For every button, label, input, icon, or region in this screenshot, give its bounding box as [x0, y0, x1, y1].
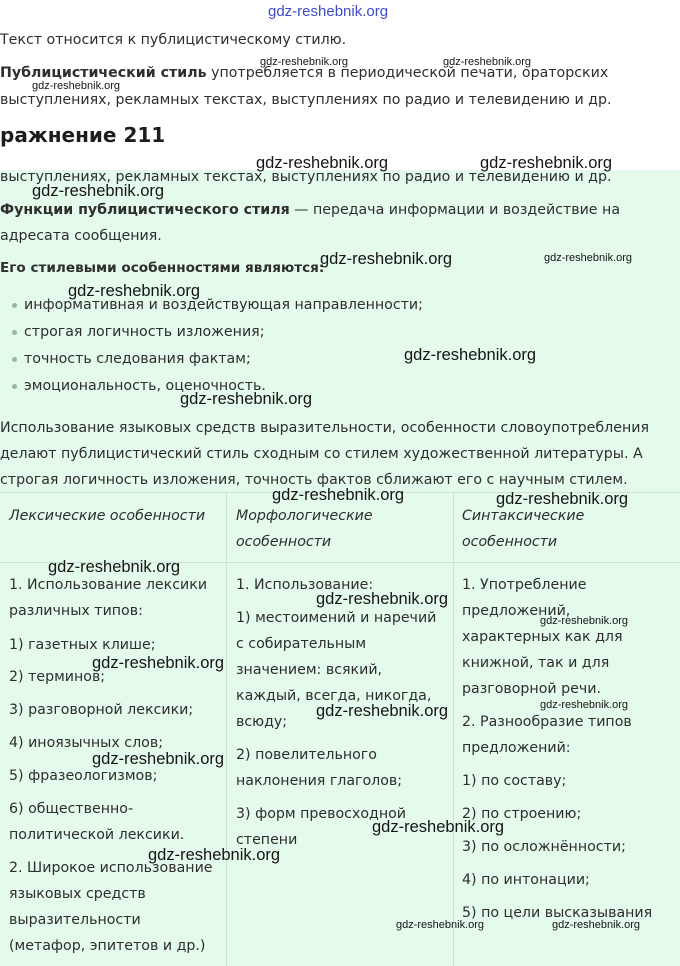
bullet-dot [12, 384, 17, 389]
exercise-title: ражнение 211 [0, 123, 166, 147]
table-cell-line: с собирательным [236, 636, 367, 652]
watermark: gdz-reshebnik.org [544, 252, 633, 264]
table-column-divider [226, 492, 227, 966]
table-cell-line: предложений, [462, 603, 571, 619]
table-cell-line: наклонения глаголов; [236, 773, 403, 789]
watermark: gdz-reshebnik.org [396, 919, 485, 931]
table-cell-line: предложений: [462, 740, 571, 756]
table-cell-line: книжной, так и для [462, 655, 610, 671]
bullet-item: строгая логичность изложения; [24, 324, 265, 340]
watermark: gdz-reshebnik.org [272, 486, 405, 504]
table-cell-line: 1) по составу; [462, 773, 567, 789]
watermark: gdz-reshebnik.org [540, 615, 629, 627]
table-cell-line: каждый, всегда, никогда, [236, 688, 432, 704]
watermark: gdz-reshebnik.org [68, 282, 201, 300]
paragraph-line: делают публицистический стиль сходным со стилем художественной литературы. А [0, 446, 643, 462]
watermark: gdz-reshebnik.org [32, 182, 165, 200]
table-header-morphological: Морфологические [236, 508, 373, 524]
bullet-dot [12, 330, 17, 335]
watermark: gdz-reshebnik.org [443, 56, 532, 68]
watermark: gdz-reshebnik.org [404, 346, 537, 364]
table-header-syntactic: особенности [462, 534, 558, 550]
table-cell-line: значением: всякий, [236, 662, 383, 678]
table-column-divider [453, 492, 454, 966]
watermark: gdz-reshebnik.org [256, 154, 389, 172]
table-cell-line: 2. Разнообразие типов [462, 714, 632, 730]
table-cell-line: языковых средств [9, 886, 146, 902]
bullet-dot [12, 303, 17, 308]
table-cell-line: 3) по осложнённости; [462, 839, 626, 855]
table-cell-line: 4) по интонации; [462, 872, 590, 888]
table-cell-line: степени [236, 832, 298, 848]
table-cell-line: 2) повелительного [236, 747, 377, 763]
table-header-syntactic: Синтаксические [462, 508, 585, 524]
table-cell-line: (метафор, эпитетов и др.) [9, 938, 206, 954]
table-cell-line: различных типов: [9, 603, 143, 619]
watermark: gdz-reshebnik.org [92, 750, 225, 768]
bullet-item: информативная и воздействующая направленности; [24, 297, 423, 313]
table-cell-line: 2) терминов; [9, 669, 106, 685]
watermark: gdz-reshebnik.org [552, 919, 641, 931]
body-line: выступлениях, рекламных текстах, выступлениях по радио и телевидению и др. [0, 169, 612, 185]
functions-text: — передача информации и воздействие на [289, 202, 621, 218]
table-header-morphological: особенности [236, 534, 332, 550]
table-cell-line: 1. Использование лексики [9, 577, 208, 593]
functions-line-2: адресата сообщения. [0, 228, 162, 244]
definition-line-2: выступлениях, рекламных текстах, выступлениях по радио и телевидению и др. [0, 92, 612, 108]
table-cell-line: 1) газетных клише; [9, 637, 156, 653]
watermark: gdz-reshebnik.org [316, 702, 449, 720]
watermark: gdz-reshebnik.org [480, 154, 613, 172]
table-cell-line: 3) разговорной лексики; [9, 702, 194, 718]
site-watermark-top[interactable]: gdz-reshebnik.org [268, 3, 389, 20]
table-cell-line: разговорной речи. [462, 681, 601, 697]
table-cell-line: 5) фразеологизмов; [9, 768, 158, 784]
watermark: gdz-reshebnik.org [496, 490, 629, 508]
table-cell-line: 3) форм превосходной [236, 806, 407, 822]
paragraph-line: Использование языковых средств выразительности, особенности словоупотребления [0, 420, 649, 436]
table-header-lexical: Лексические особенности [9, 508, 206, 524]
table-cell-line: 1. Использование: [236, 577, 374, 593]
watermark: gdz-reshebnik.org [48, 558, 181, 576]
table-cell-line: характерных как для [462, 629, 623, 645]
table-cell-line: всюду; [236, 714, 288, 730]
functions-term: Функции публицистического стиля [0, 202, 290, 218]
table-cell-line: 5) по цели высказывания [462, 905, 653, 921]
table-cell-line: 1. Употребление [462, 577, 587, 593]
watermark: gdz-reshebnik.org [32, 80, 121, 92]
watermark: gdz-reshebnik.org [372, 818, 505, 836]
bullet-item: точность следования фактам; [24, 351, 251, 367]
definition-text: употребляется в периодической печати, ораторских [206, 65, 609, 81]
intro-line: Текст относится к публицистическому стилю. [0, 32, 347, 48]
watermark: gdz-reshebnik.org [148, 846, 281, 864]
table-cell-line: политической лексики. [9, 827, 185, 843]
table-cell-line: 2) по строению; [462, 806, 582, 822]
functions-line [0, 200, 620, 220]
watermark: gdz-reshebnik.org [316, 590, 449, 608]
table-cell-line: 1) местоимений и наречий [236, 610, 437, 626]
watermark: gdz-reshebnik.org [320, 250, 453, 268]
watermark: gdz-reshebnik.org [260, 56, 349, 68]
watermark: gdz-reshebnik.org [92, 654, 225, 672]
table-cell-line: выразительности [9, 912, 141, 928]
watermark: gdz-reshebnik.org [540, 699, 629, 711]
bullet-dot [12, 357, 17, 362]
table-cell-line: 6) общественно- [9, 801, 134, 817]
bullet-item: эмоциональность, оценочность. [24, 378, 266, 394]
watermark: gdz-reshebnik.org [180, 390, 313, 408]
features-heading: Его стилевыми особенностями являются: [0, 260, 325, 276]
table-cell-line: 4) иноязычных слов; [9, 735, 163, 751]
definition-term: Публицистический стиль [0, 65, 207, 81]
paragraph-line: строгая логичность изложения, точность фактов сближают его с научным стилем. [0, 472, 628, 488]
table-cell-line: 2. Широкое использование [9, 860, 213, 876]
